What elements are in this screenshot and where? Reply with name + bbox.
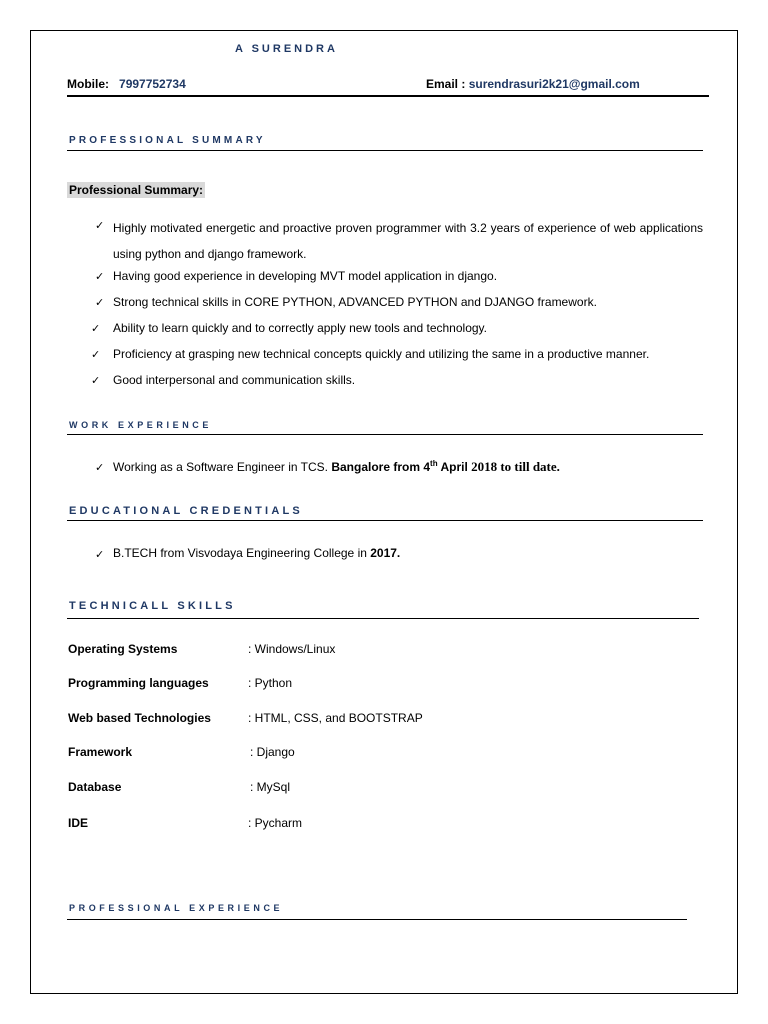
email-label: Email : [426,77,466,91]
work-year: 2018 to till date. [467,459,560,474]
skill-value: : Windows/Linux [248,642,336,656]
summary-item: Ability to learn quickly and to correctly apply new tools and technology. [113,321,487,335]
section-heading-work-experience: WORK EXPERIENCE [69,420,213,430]
check-icon: ✓ [95,462,105,474]
check-icon: ✓ [91,323,101,335]
email-value: surendrasuri2k21@gmail.com [468,77,640,91]
skill-value: : HTML, CSS, and BOOTSTRAP [248,711,423,725]
education-item [113,546,400,560]
skill-label: Operating Systems [68,642,178,656]
summary-item: Strong technical skills in CORE PYTHON, ADVANCED PYTHON and DJANGO framework. [113,295,597,309]
section-divider [67,919,687,920]
work-role: Working as a Software Engineer in TCS. [113,460,328,474]
check-icon: ✓ [91,349,101,361]
work-location: Bangalore from 4 [328,460,431,474]
summary-item: Highly motivated energetic and proactive proven programmer with 3.2 years of experience of web applications using python and django framework. [113,221,703,261]
section-divider [67,434,703,435]
section-divider [67,150,703,151]
candidate-name: A SURENDRA [235,43,338,55]
education-year: 2017. [366,546,401,560]
skill-label: Database [68,780,122,794]
skill-label: IDE [68,816,89,830]
section-heading-technical-skills: TECHNICALL SKILLS [69,600,236,612]
skill-value: : MySql [250,780,291,794]
check-icon: ✓ [95,271,105,283]
email-line [426,77,640,91]
skill-label: Programming languages [68,676,209,690]
education-degree: B.TECH from Visvodaya Engineering College in [113,546,367,560]
section-divider [67,618,699,619]
summary-item: Having good experience in developing MVT model application in django. [113,269,498,283]
skill-label: Framework [68,745,133,759]
section-heading-professional-experience: PROFESSIONAL EXPERIENCE [69,903,284,913]
check-icon: ✓ [95,220,105,232]
summary-item: Good interpersonal and communication skills. [113,373,356,387]
resume-page [30,30,738,994]
check-icon: ✓ [91,375,101,387]
header-divider [67,95,709,97]
skill-label: Web based Technologies [68,711,211,725]
work-month: April [437,460,468,474]
section-heading-educational-credentials: EDUCATIONAL CREDENTIALS [69,505,303,517]
check-icon: ✓ [95,549,105,561]
summary-title: Professional Summary: [69,183,204,197]
check-icon: ✓ [95,297,105,309]
mobile-value: 7997752734 [119,77,186,91]
summary-item: Proficiency at grasping new technical concepts quickly and utilizing the same in a productive manner. [113,347,650,361]
mobile-label: Mobile: [67,77,109,91]
section-heading-professional-summary: PROFESSIONAL SUMMARY [69,135,266,146]
mobile-line [67,77,186,91]
skill-value: : Django [250,745,295,759]
work-item [113,459,560,475]
skill-value: : Python [248,676,293,690]
skill-value: : Pycharm [248,816,303,830]
section-divider [67,520,703,521]
work-date-suffix: th [430,459,438,468]
